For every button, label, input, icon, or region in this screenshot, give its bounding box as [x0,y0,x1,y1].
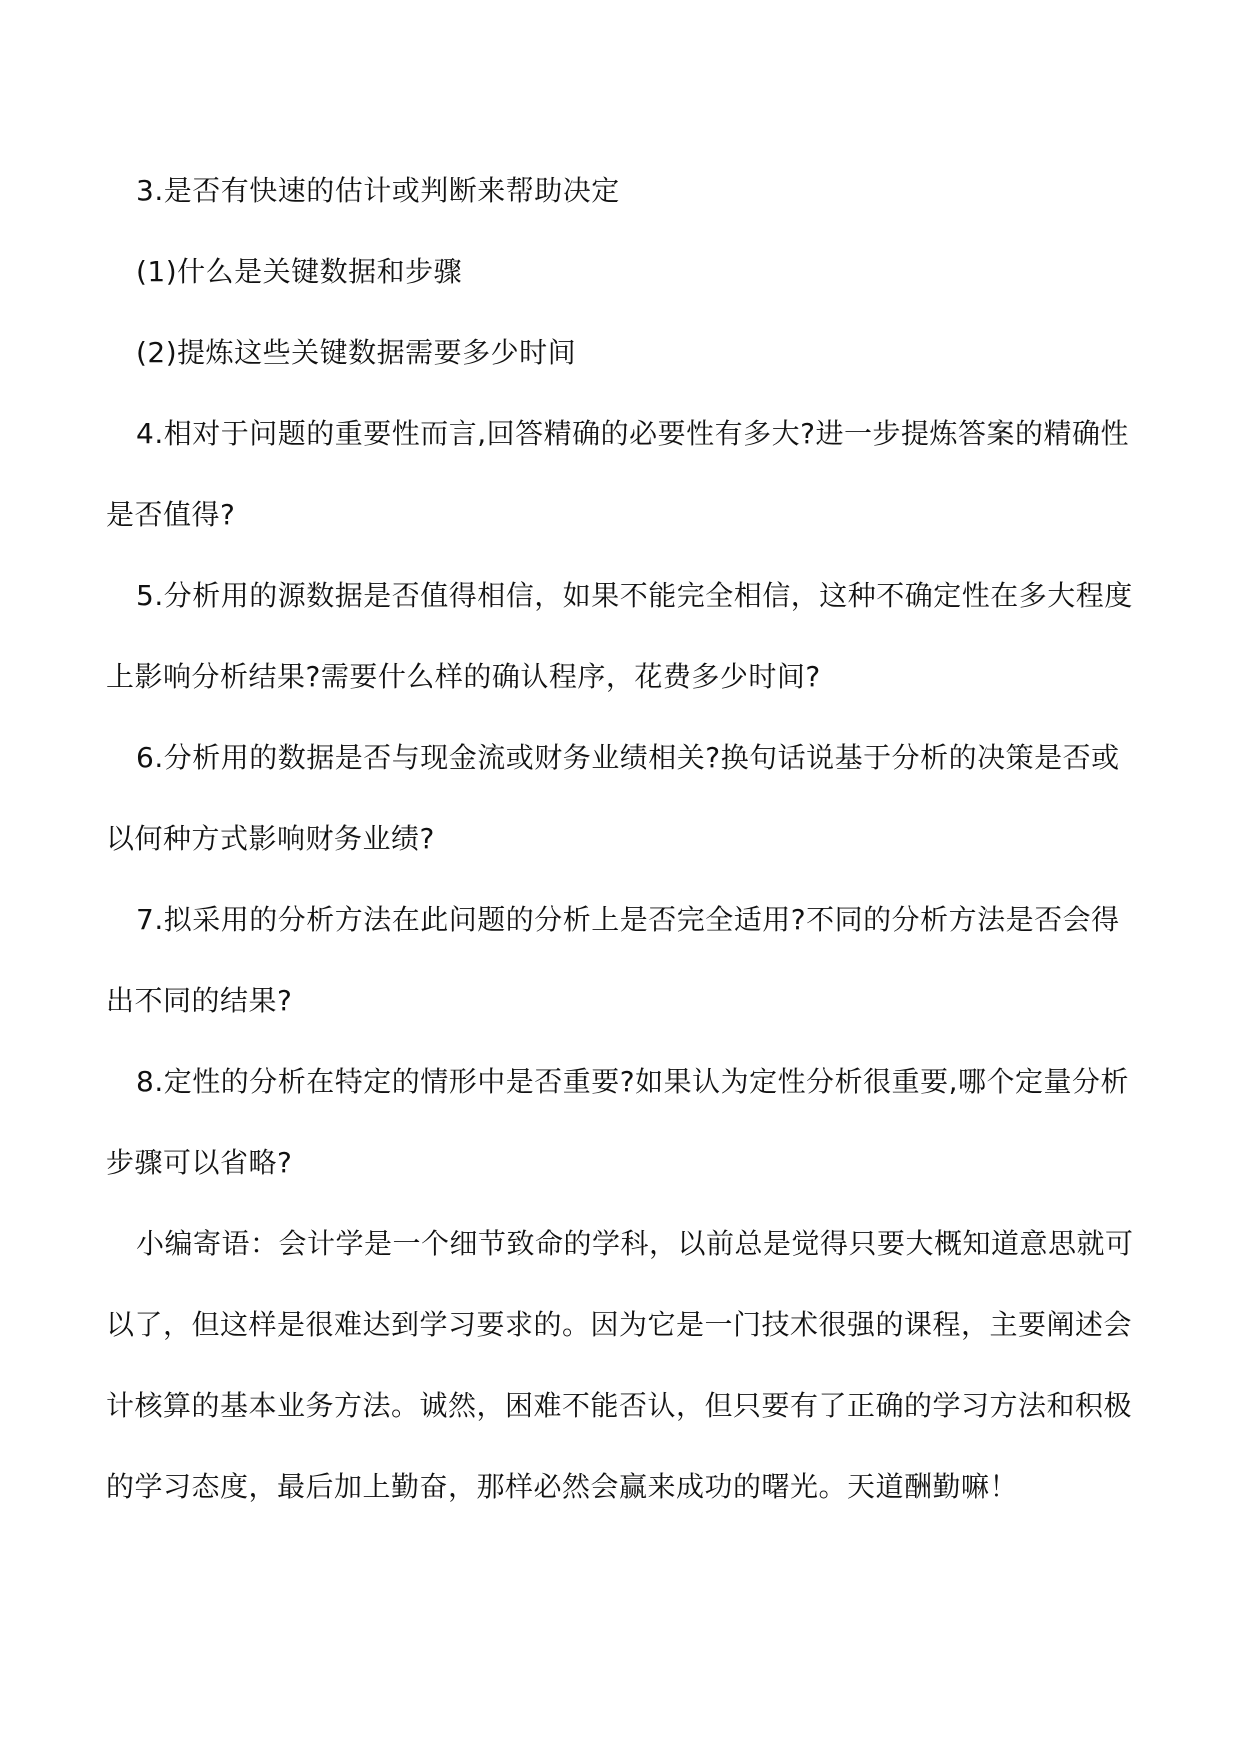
paragraph-4: 4.相对于问题的重要性而言,回答精确的必要性有多大?进一步提炼答案的精确性是否值得? [106,417,1129,531]
editor-note-paragraph: 小编寄语：会计学是一个细节致命的学科，以前总是觉得只要大概知道意思就可以了，但这样是很难达到学习要求的。因为它是一门技术很强的课程，主要阐述会计核算的基本业务方法。诚然，困难不能否认，但只要有了正确的学习方法和积极的学习态度，最后加上勤奋，那样必然会赢来成功的曙光。天道酬勤嘛！ [106,1227,1134,1503]
paragraph-6: 6.分析用的数据是否与现金流或财务业绩相关?换句话说基于分析的决策是否或以何种方式影响财务业绩? [106,741,1120,855]
paragraph-3: 3.是否有快速的估计或判断来帮助决定 [136,174,620,207]
paragraph-7: 7.拟采用的分析方法在此问题的分析上是否完全适用?不同的分析方法是否会得出不同的结果? [106,903,1120,1017]
paragraph-5: 5.分析用的源数据是否值得相信，如果不能完全相信，这种不确定性在多大程度上影响分析结果?需要什么样的确认程序，花费多少时间? [106,579,1133,693]
paragraph-3-2: (2)提炼这些关键数据需要多少时间 [136,336,577,369]
paragraph-8: 8.定性的分析在特定的情形中是否重要?如果认为定性分析很重要,哪个定量分析步骤可以省略? [106,1065,1129,1179]
paragraph-3-1: (1)什么是关键数据和步骤 [136,255,463,288]
